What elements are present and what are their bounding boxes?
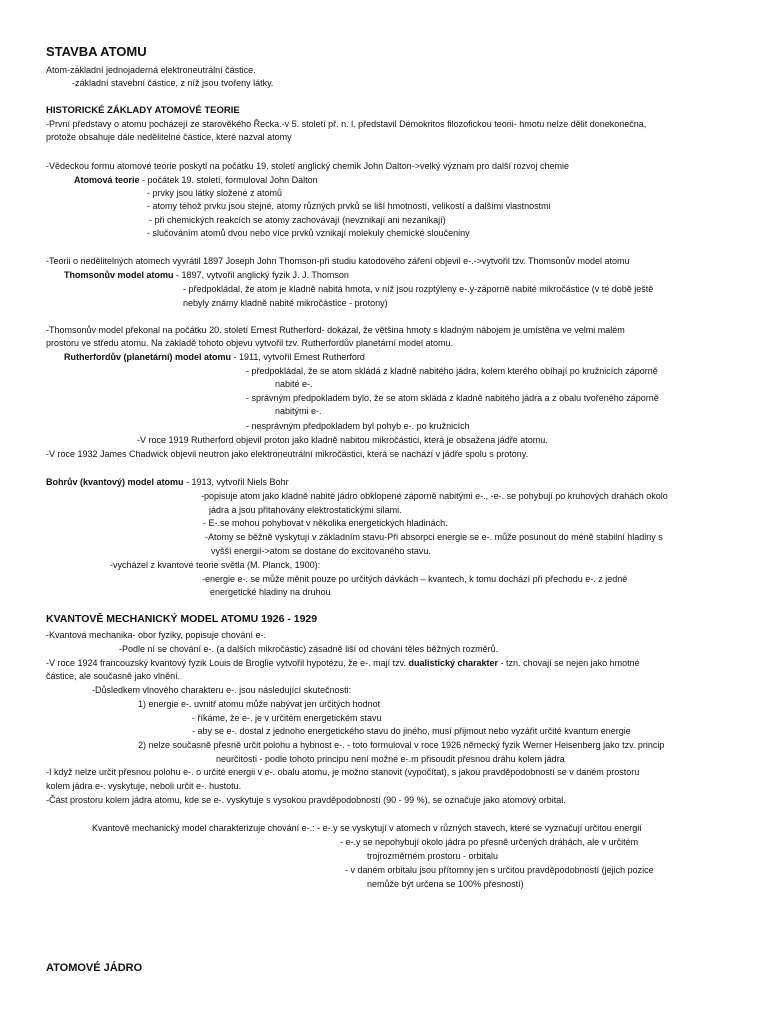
dalton-paragraph: -Vědeckou formu atomové teorie poskytl na počátku 19. století anglický chemik John Dalton->velký význam pro další rozvoj chemie bbox=[46, 161, 569, 171]
rutherford-item: - nesprávným předpokladem byl pohyb e-. po kružnicích bbox=[246, 421, 470, 431]
quantum-summary-line: - v daném orbitalu jsou přítomny jen s určitou pravděpodobností (jejich pozice bbox=[345, 865, 654, 875]
rutherford-paragraph-line: -Thomsonův model překonal na počátku 20. století Ernest Rutherford- dokázal, že většina hmoty s kladným nábojem je umístěna ve velmi malém bbox=[46, 325, 625, 335]
rutherford-item: nabitými e-. bbox=[275, 406, 322, 416]
rutherford-model-info: - 1911, vytvořil Ernest Rutherford bbox=[231, 352, 365, 362]
quantum-line: - aby se e-. dostal z jednoho energetického stavu do jiného, musí přijmout nebo vyzářit určité kvantum energie bbox=[192, 726, 631, 736]
quantum-summary-line: - e-.y se nepohybují okolo jádra po přesně určených dráhách, ale v určitém bbox=[340, 837, 639, 847]
bohr-model-line bbox=[46, 477, 289, 488]
quantum-line: -Důsledkem vlnového charakteru e-. jsou následující skutečnosti: bbox=[92, 685, 352, 695]
dualistic-term: dualistický charakter bbox=[408, 658, 499, 668]
atom-theory-item: - prvky jsou látky složené z atomů bbox=[147, 188, 283, 198]
bohr-item: -popisuje atom jako kladně nabité jádro obklopené záporně nabitými e-., -e-. se pohybují po kruhových drahách okolo bbox=[201, 491, 668, 501]
quantum-summary-line: trojrozměrném prostoru - orbitalu bbox=[367, 851, 499, 861]
energy-line: energetické hladiny na druhou bbox=[210, 587, 331, 597]
history-paragraph-line: protože obsahuje dále nedělitelné částice, které nazval atomy bbox=[46, 132, 292, 142]
rutherford-model-label: Rutherfordův (planetární) model atomu bbox=[64, 352, 232, 362]
section-heading-history: HISTORICKÉ ZÁKLADY ATOMOVÉ TEORIE bbox=[46, 105, 240, 116]
bohr-model-label: Bohrův (kvantový) model atomu bbox=[46, 477, 184, 487]
rutherford-model-line bbox=[64, 352, 365, 363]
quantum-line: částice, ale současně jako vlnění. bbox=[46, 671, 181, 681]
section-heading-quantum: KVANTOVĚ MECHANICKÝ MODEL ATOMU 1926 - 1929 bbox=[46, 613, 318, 625]
quantum-summary-line: nemůže být určena se 100% přesností) bbox=[367, 879, 524, 889]
bohr-item: - E-.se mohou pohybovat v několika energetických hladinách. bbox=[203, 518, 448, 528]
quantum-line: 1) energie e-. uvnitř atomu může nabývat jen určitých hodnot bbox=[138, 699, 381, 709]
rutherford-paragraph-line: prostoru ve středu atomu. Na základě tohoto objevu vytvořil tzv. Rutherfordův planetární model atomu. bbox=[46, 338, 454, 348]
bohr-model-info: - 1913, vytvořil Niels Bohr bbox=[183, 477, 289, 487]
quantum-line: kolem jádra e-. vyskytuje, neboli určit e-. hustotu. bbox=[46, 781, 242, 791]
atom-theory-item: - při chemických reakcích se atomy zachovávají (nevznikají ani nezanikají) bbox=[149, 215, 446, 225]
quantum-summary-line: Kvantově mechanický model charakterizuje chování e-.: - e-.y se vyskytují v atomech v různých stavech, které se vyznačují určitou energií bbox=[92, 823, 642, 833]
thomson-item: - předpokládal, že atom je kladně nabitá hmota, v níž jsou rozptýleny e-.y-záporně nabité mikročástice (v té době ještě bbox=[183, 284, 654, 294]
section-heading-nucleus: ATOMOVÉ JÁDRO bbox=[46, 962, 143, 974]
quantum-line: 2) nelze současně přesně určit polohu a hybnost e-. - toto formuloval v roce 1926 německý fyzik Werner Heisenberg jako tzv. princip bbox=[138, 740, 665, 750]
atom-theory-line bbox=[74, 175, 318, 186]
bohr-item: -Atomy se běžně vyskytují v základním stavu-Při absorpci energie se e-. může posunout do méně stabilní hladiny s bbox=[205, 532, 663, 542]
quantum-line: -Kvantová mechanika- obor fyziky, popisuje chování e-. bbox=[46, 630, 266, 640]
quantum-line: -I když nelze určit přesnou polohu e-. o určité energii v e-. obalu atomu, je možno stanovit (vypočítat), s jakou pravděpodobností se v daném prostoru bbox=[46, 767, 640, 777]
atom-theory-label: Atomová teorie bbox=[74, 175, 140, 185]
neutron-discovery: -V roce 1932 James Chadwick objevil neutron jako elektroneutrální mikročástici, která se nachází v jádře spolu s protony. bbox=[46, 449, 529, 459]
planck-line: -vycházel z kvantové teorie světla (M. Planck, 1900): bbox=[110, 560, 321, 570]
thomson-model-line bbox=[64, 270, 349, 281]
atom-theory-info: - počátek 19. století, formuloval John Dalton bbox=[139, 175, 318, 185]
atom-theory-item: - atomy téhož prvku jsou stejné, atomy různých prvků se liší hmotností, velikostí a dalšími vlastnostmi bbox=[147, 201, 551, 211]
atom-theory-item: - slučováním atomů dvou nebo více prvků vznikají molekuly chemické sloučeniny bbox=[147, 228, 470, 238]
page-title: STAVBA ATOMU bbox=[46, 44, 147, 59]
orbital-definition: -Část prostoru kolem jádra atomu, kde se e-. vyskytuje s vysokou pravděpodobností (90 - 99 %), se označuje jako atomový orbital. bbox=[46, 795, 566, 805]
history-paragraph-line: -První představy o atomu pocházejí ze starověkého Řecka.-v 5. století př. n. l. představil Démokritos filozofickou teorii- hmotu nelze dělit donekonečna, bbox=[46, 119, 647, 129]
intro-line-2: -základní stavební částice, z níž jsou tvořeny látky. bbox=[72, 78, 274, 88]
proton-discovery: -V roce 1919 Rutherford objevil proton jako kladně nabitou mikročástici, která je obsažena jádře atomu. bbox=[137, 435, 548, 445]
bohr-item: jádra a jsou přitahovány elektrostatickými silami. bbox=[209, 505, 402, 515]
rutherford-item: - předpokládal, že se atom skládá z kladně nabitého jádra, kolem kterého obíhají po kružnicích záporně bbox=[246, 366, 658, 376]
bohr-item: vyšší energií->atom se dostane do excitovaného stavu. bbox=[211, 546, 431, 556]
thomson-model-label: Thomsonův model atomu bbox=[64, 270, 174, 280]
rutherford-item: - správným předpokladem bylo, že se atom skládá z kladně nabitého jádra a z obalu tvořeného záporně bbox=[246, 393, 659, 403]
quantum-line: -Podle ní se chování e-. (a dalších mikročástic) zásadně liší od chování těles běžných rozměrů. bbox=[119, 644, 499, 654]
rutherford-item: nabité e-. bbox=[275, 379, 313, 389]
de-broglie-text: - tzn. chovají se nejen jako hmotné bbox=[498, 658, 640, 668]
thomson-model-info: - 1897, vytvořil anglický fyzik J. J. Thomson bbox=[173, 270, 349, 280]
quantum-line: neurčitosti - podle tohoto principu není možné e-.m přisoudit přesnou dráhu kolem jádra bbox=[216, 754, 565, 764]
de-broglie-text: -V roce 1924 francouzský kvantový fyzik Louis de Broglie vytvořil hypotézu, že e-. mají tzv. bbox=[46, 658, 409, 668]
energy-line: -energie e-. se může měnit pouze po určitých dávkách – kvantech, k tomu dochází při přechodu e-. z jedné bbox=[202, 574, 628, 584]
quantum-line: - říkáme, že e-. je v určitém energetickém stavu bbox=[192, 713, 382, 723]
de-broglie-line bbox=[46, 658, 640, 669]
thomson-paragraph: -Teorii o nedělitelných atomech vyvrátil 1897 Joseph John Thomson-při studiu katodového záření objevil e-.->vytvořil tzv. Thomsonův model atomu bbox=[46, 256, 630, 266]
intro-line-1: Atom-základní jednojaderná elektroneutrální částice. bbox=[46, 65, 256, 75]
thomson-item: nebyly známy kladně nabité mikročástice - protony) bbox=[183, 298, 388, 308]
